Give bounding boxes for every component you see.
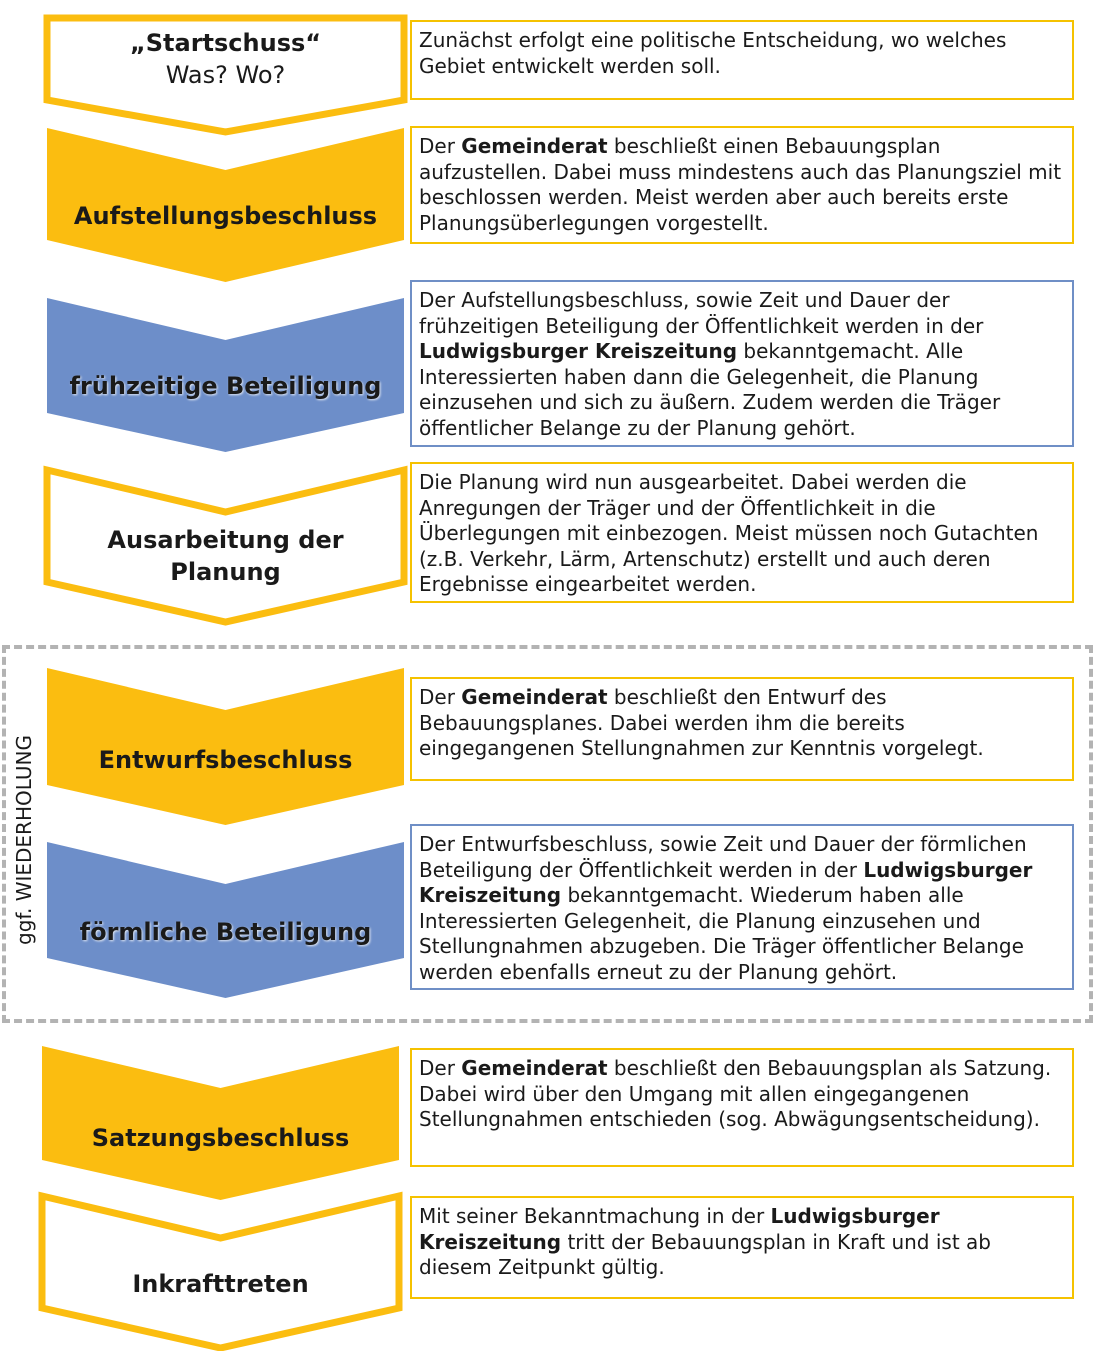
step-title: förmliche Beteiligung — [79, 918, 372, 946]
emphasis-text: Gemeinderat — [461, 1056, 608, 1080]
step-title: Entwurfsbeschluss — [98, 746, 353, 774]
step-title: Satzungsbeschluss — [91, 1124, 350, 1152]
description-text: Der — [419, 134, 462, 158]
description-text: Der Entwurfsbeschluss, sowie Zeit und Dauer der förmlichen Beteiligung der Öffentlichkeit werden in der — [419, 832, 1027, 882]
description-text: bekanntgemacht. Wiederum haben alle Interessierten Gelegenheit, die Planung einzusehen und Stellungnahmen abzugeben. Die Träger öffentlicher Belange werden ebenfalls erneut zu der Planung gehört. — [419, 883, 1024, 984]
step-subtitle: Was? Wo? — [165, 61, 286, 89]
step-description-aufstellungsbeschluss — [410, 126, 1074, 244]
description-text: Der — [419, 685, 462, 709]
description-text: beschließt den Bebauungsplan als Satzung. Dabei wird über den Umgang mit allen eingegangenen Stellungnahmen entschieden (sog. Abwägungsentscheidung). — [419, 1056, 1052, 1131]
description-text: Die Planung wird nun ausgearbeitet. Dabei werden die Anregungen der Träger und der Öffentlichkeit in die Überlegungen mit einbezogen. Meist müssen noch Gutachten (z.B. Verkehr, Lärm, Artenschutz) erstellt und auch deren Ergebnisse eingearbeitet werden. — [419, 470, 1039, 596]
step-description-fruehzeitige-beteiligung — [410, 280, 1074, 447]
step-description-ausarbeitung — [410, 462, 1074, 603]
step-label-fruehzeitige-beteiligung — [57, 338, 394, 434]
description-text: Mit seiner Bekanntmachung in der — [419, 1204, 771, 1228]
step-label-aufstellungsbeschluss — [57, 170, 394, 262]
step-label-foermliche-beteiligung — [57, 882, 394, 982]
description-text: Zunächst erfolgt eine politische Entscheidung, wo welches Gebiet entwickelt werden soll. — [419, 28, 1007, 78]
emphasis-text: Gemeinderat — [461, 685, 608, 709]
step-description-satzungsbeschluss — [410, 1048, 1074, 1167]
description-text: bekanntgemacht. Alle Interessierten haben dann die Gelegenheit, die Planung einzusehen und sich zu äußern. Zudem werden die Träger öffentlicher Belange zu der Planung gehört. — [419, 339, 1001, 440]
step-title: Aufstellungsbeschluss — [73, 202, 378, 230]
step-description-foermliche-beteiligung — [410, 824, 1074, 990]
step-title: „Startschuss“ — [129, 29, 322, 57]
step-title: Inkrafttreten — [132, 1270, 309, 1298]
step-label-inkrafttreten — [52, 1236, 389, 1332]
step-description-inkrafttreten — [410, 1196, 1074, 1299]
step-description-entwurfsbeschluss — [410, 677, 1074, 781]
emphasis-text: Ludwigsburger Kreiszeitung — [419, 1204, 940, 1254]
step-label-ausarbeitung — [57, 498, 394, 614]
step-title: Ausarbeitung der Planung — [107, 526, 344, 586]
step-label-startschuss — [57, 18, 394, 100]
repetition-label: ggf. WIEDERHOLUNG — [12, 735, 36, 945]
description-text: beschließt den Entwurf des Bebauungsplanes. Dabei werden ihm die bereits eingegangenen Stellungnahmen zur Kenntnis vorgelegt. — [419, 685, 984, 760]
step-title: frühzeitige Beteiligung — [69, 372, 382, 400]
description-text: beschließt einen Bebauungsplan aufzustellen. Dabei muss mindestens auch das Planungsziel mit beschlossen werden. Meist werden aber auch bereits erste Planungsüberlegungen vorgestellt. — [419, 134, 1062, 235]
emphasis-text: Ludwigsburger Kreiszeitung — [419, 857, 1033, 907]
step-description-startschuss — [410, 20, 1074, 100]
description-text: tritt der Bebauungsplan in Kraft und ist ab diesem Zeitpunkt gültig. — [419, 1229, 991, 1279]
description-text: Der — [419, 1056, 462, 1080]
description-text: Der Aufstellungsbeschluss, sowie Zeit und Dauer der frühzeitigen Beteiligung der Öffentlichkeit werden in der — [419, 288, 984, 338]
step-label-entwurfsbeschluss — [57, 710, 394, 810]
emphasis-text: Gemeinderat — [461, 134, 608, 158]
step-label-satzungsbeschluss — [52, 1086, 389, 1190]
emphasis-text: Ludwigsburger Kreiszeitung — [419, 339, 738, 363]
